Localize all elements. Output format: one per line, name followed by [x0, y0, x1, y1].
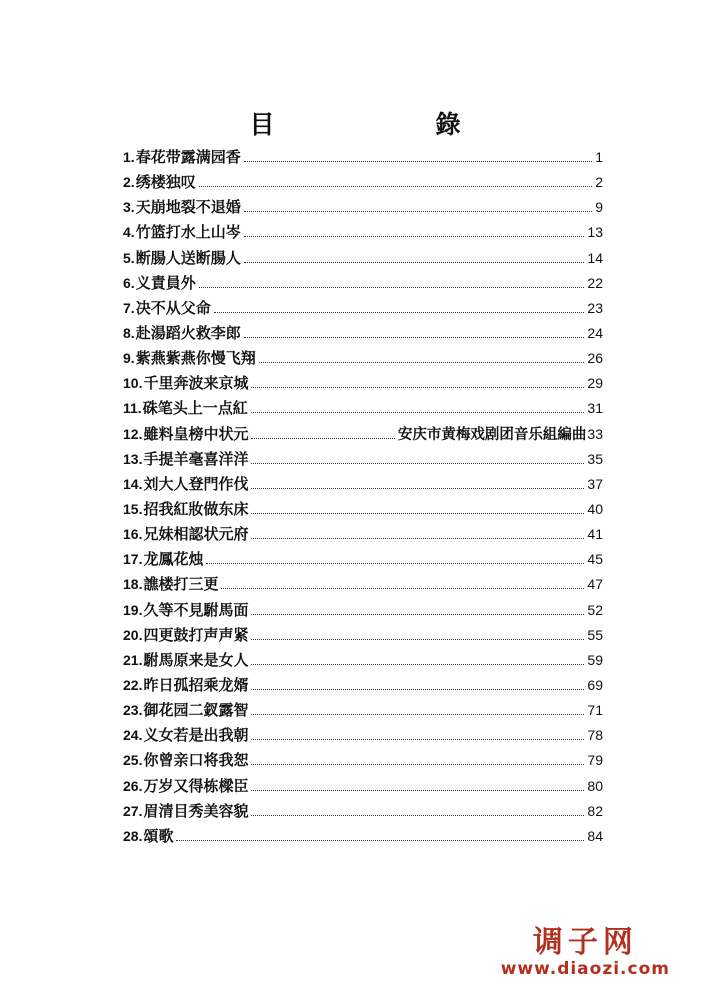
- dot-leader: [199, 186, 593, 187]
- entry-page-number: 59: [587, 651, 603, 668]
- entry-number: 14.: [123, 475, 143, 492]
- entry-number: 28.: [123, 827, 143, 844]
- toc-entry: [123, 196, 603, 221]
- entry-number: 23.: [123, 702, 143, 719]
- toc-entry: [123, 347, 603, 372]
- entry-number: 16.: [123, 526, 143, 543]
- entry-page-number: 33: [587, 425, 603, 442]
- entry-note: 安庆市黄梅戏剧团音乐組編曲: [397, 425, 587, 443]
- entry-page-number: 24: [587, 324, 603, 341]
- entry-number: 7.: [123, 299, 135, 316]
- entry-page-number: 2: [595, 174, 603, 191]
- dot-leader: [259, 362, 585, 363]
- entry-page-number: 55: [587, 626, 603, 643]
- entry-page-number: 29: [587, 375, 603, 392]
- toc-entry: [123, 372, 603, 397]
- entry-page-number: 35: [587, 450, 603, 467]
- entry-title: 断腸人送断腸人: [135, 248, 241, 267]
- toc-entry: [123, 297, 603, 322]
- watermark-brand: 调子网: [532, 925, 638, 960]
- entry-number: 11.: [123, 400, 142, 417]
- page-title: 目 錄: [249, 109, 529, 139]
- entry-page-number: 82: [587, 802, 603, 819]
- toc-entry: [123, 272, 603, 297]
- entry-title: 龙鳳花烛: [143, 550, 204, 569]
- entry-number: 24.: [123, 727, 143, 744]
- dot-leader: [214, 312, 585, 313]
- entry-number: 9.: [123, 350, 135, 367]
- entry-page-number: 37: [587, 475, 603, 492]
- entry-title: 譙楼打三更: [143, 575, 219, 594]
- site-watermark: [501, 926, 670, 979]
- entry-number: 25.: [123, 752, 143, 769]
- entry-number: 10.: [123, 375, 143, 392]
- entry-page-number: 23: [587, 299, 603, 316]
- dot-leader: [251, 538, 584, 539]
- dot-leader: [199, 287, 585, 288]
- entry-title: 招我紅妝做东床: [143, 499, 249, 518]
- toc-entry: [123, 322, 603, 347]
- entry-page-number: 26: [587, 350, 603, 367]
- toc-entry: [123, 674, 603, 699]
- dot-leader: [244, 211, 593, 212]
- dot-leader: [244, 337, 585, 338]
- entry-page-number: 45: [587, 551, 603, 568]
- entry-title: 四更鼓打声声紧: [143, 625, 249, 644]
- dot-leader: [251, 438, 394, 439]
- entry-number: 20.: [123, 626, 143, 643]
- dot-leader: [251, 790, 584, 791]
- entry-page-number: 69: [587, 676, 603, 693]
- entry-page-number: 9: [595, 199, 603, 216]
- toc-entry: [123, 523, 603, 548]
- entry-title: 刘大人登門作伐: [143, 474, 249, 493]
- dot-leader: [251, 488, 584, 489]
- entry-title: 頌歌: [143, 826, 174, 845]
- entry-number: 4.: [123, 224, 135, 241]
- entry-title: 天崩地裂不退婚: [135, 198, 241, 217]
- entry-page-number: 52: [587, 601, 603, 618]
- entry-number: 8.: [123, 324, 135, 341]
- entry-number: 27.: [123, 802, 143, 819]
- entry-page-number: 14: [587, 249, 603, 266]
- dot-leader: [244, 161, 593, 162]
- toc-entry: [123, 247, 603, 272]
- toc-entry: [123, 448, 603, 473]
- entry-number: 1.: [123, 149, 135, 165]
- entry-page-number: 78: [587, 727, 603, 744]
- entry-title: 久等不見駙馬面: [143, 600, 249, 619]
- entry-number: 6.: [123, 274, 135, 291]
- dot-leader: [251, 513, 584, 514]
- dot-leader: [251, 714, 584, 715]
- entry-page-number: 40: [587, 500, 603, 517]
- toc-entry: [123, 498, 603, 523]
- dot-leader: [251, 614, 584, 615]
- dot-leader: [251, 739, 584, 740]
- table-of-contents: [123, 146, 603, 850]
- toc-entry: [123, 221, 603, 246]
- entry-title: 竹篮打水上山岑: [135, 223, 241, 242]
- entry-title: 雖料皇榜中状元: [143, 424, 249, 443]
- entry-number: 18.: [123, 576, 143, 593]
- toc-entry: [123, 800, 603, 825]
- entry-title: 万岁又得栋樑臣: [143, 776, 249, 795]
- entry-number: 26.: [123, 777, 143, 794]
- entry-number: 19.: [123, 601, 143, 618]
- dot-leader: [176, 840, 584, 841]
- dot-leader: [251, 764, 584, 765]
- entry-title: 春花带露满园香: [135, 148, 241, 166]
- toc-entry: [123, 649, 603, 674]
- entry-number: 2.: [123, 174, 135, 191]
- entry-title: 赴湯蹈火救李郎: [135, 323, 241, 342]
- toc-entry: [123, 548, 603, 573]
- entry-title: 义責員外: [135, 273, 196, 292]
- entry-title: 昨日孤招乘龙婿: [143, 675, 249, 694]
- watermark-url: www.diaozi.com: [500, 959, 670, 979]
- toc-entry: [123, 573, 603, 598]
- dot-leader: [206, 563, 584, 564]
- entry-number: 13.: [123, 450, 143, 467]
- entry-title: 兄妹相認状元府: [143, 525, 249, 544]
- dot-leader: [251, 815, 584, 816]
- dot-leader: [251, 387, 584, 388]
- entry-title: 决不从父命: [135, 298, 211, 317]
- dot-leader: [251, 463, 584, 464]
- toc-entry: [123, 724, 603, 749]
- toc-entry: [123, 775, 603, 800]
- entry-title: 义女若是出我朝: [143, 726, 249, 745]
- toc-entry: [123, 825, 603, 850]
- entry-page-number: 71: [587, 702, 603, 719]
- toc-entry: [123, 146, 603, 171]
- dot-leader: [251, 639, 584, 640]
- entry-title: 手提羊毫喜洋洋: [143, 449, 249, 468]
- toc-entry: [123, 423, 603, 448]
- entry-title: 眉清目秀美容貌: [143, 801, 249, 820]
- entry-page-number: 31: [587, 400, 603, 417]
- entry-title: 御花园二釵露智: [143, 701, 249, 720]
- entry-page-number: 22: [587, 274, 603, 291]
- entry-number: 15.: [123, 500, 143, 517]
- entry-number: 5.: [123, 249, 135, 266]
- dot-leader: [251, 689, 584, 690]
- entry-title: 你曾亲口将我恕: [143, 751, 249, 770]
- entry-page-number: 1: [595, 149, 603, 165]
- toc-entry: [123, 473, 603, 498]
- entry-page-number: 79: [587, 752, 603, 769]
- entry-page-number: 47: [587, 576, 603, 593]
- entry-title: 硃笔头上一点紅: [142, 399, 248, 418]
- entry-page-number: 84: [587, 827, 603, 844]
- entry-title: 駙馬原来是女人: [143, 650, 249, 669]
- toc-entry: [123, 624, 603, 649]
- toc-entry: [123, 699, 603, 724]
- entry-number: 21.: [123, 651, 143, 668]
- toc-entry: [123, 749, 603, 774]
- dot-leader: [251, 412, 585, 413]
- toc-entry: [123, 397, 603, 422]
- entry-title: 紫燕紫燕你慢飞翔: [135, 349, 256, 368]
- entry-page-number: 41: [587, 526, 603, 543]
- entry-page-number: 80: [587, 777, 603, 794]
- entry-number: 3.: [123, 199, 135, 216]
- dot-leader: [244, 262, 585, 263]
- toc-entry: [123, 599, 603, 624]
- entry-number: 12.: [123, 425, 143, 442]
- entry-number: 22.: [123, 676, 143, 693]
- dot-leader: [251, 664, 584, 665]
- dot-leader: [221, 588, 584, 589]
- entry-title: 千里奔波来京城: [143, 374, 249, 393]
- entry-number: 17.: [123, 551, 143, 568]
- entry-page-number: 13: [587, 224, 603, 241]
- entry-title: 绣楼独叹: [135, 173, 196, 192]
- toc-entry: [123, 171, 603, 196]
- dot-leader: [244, 236, 585, 237]
